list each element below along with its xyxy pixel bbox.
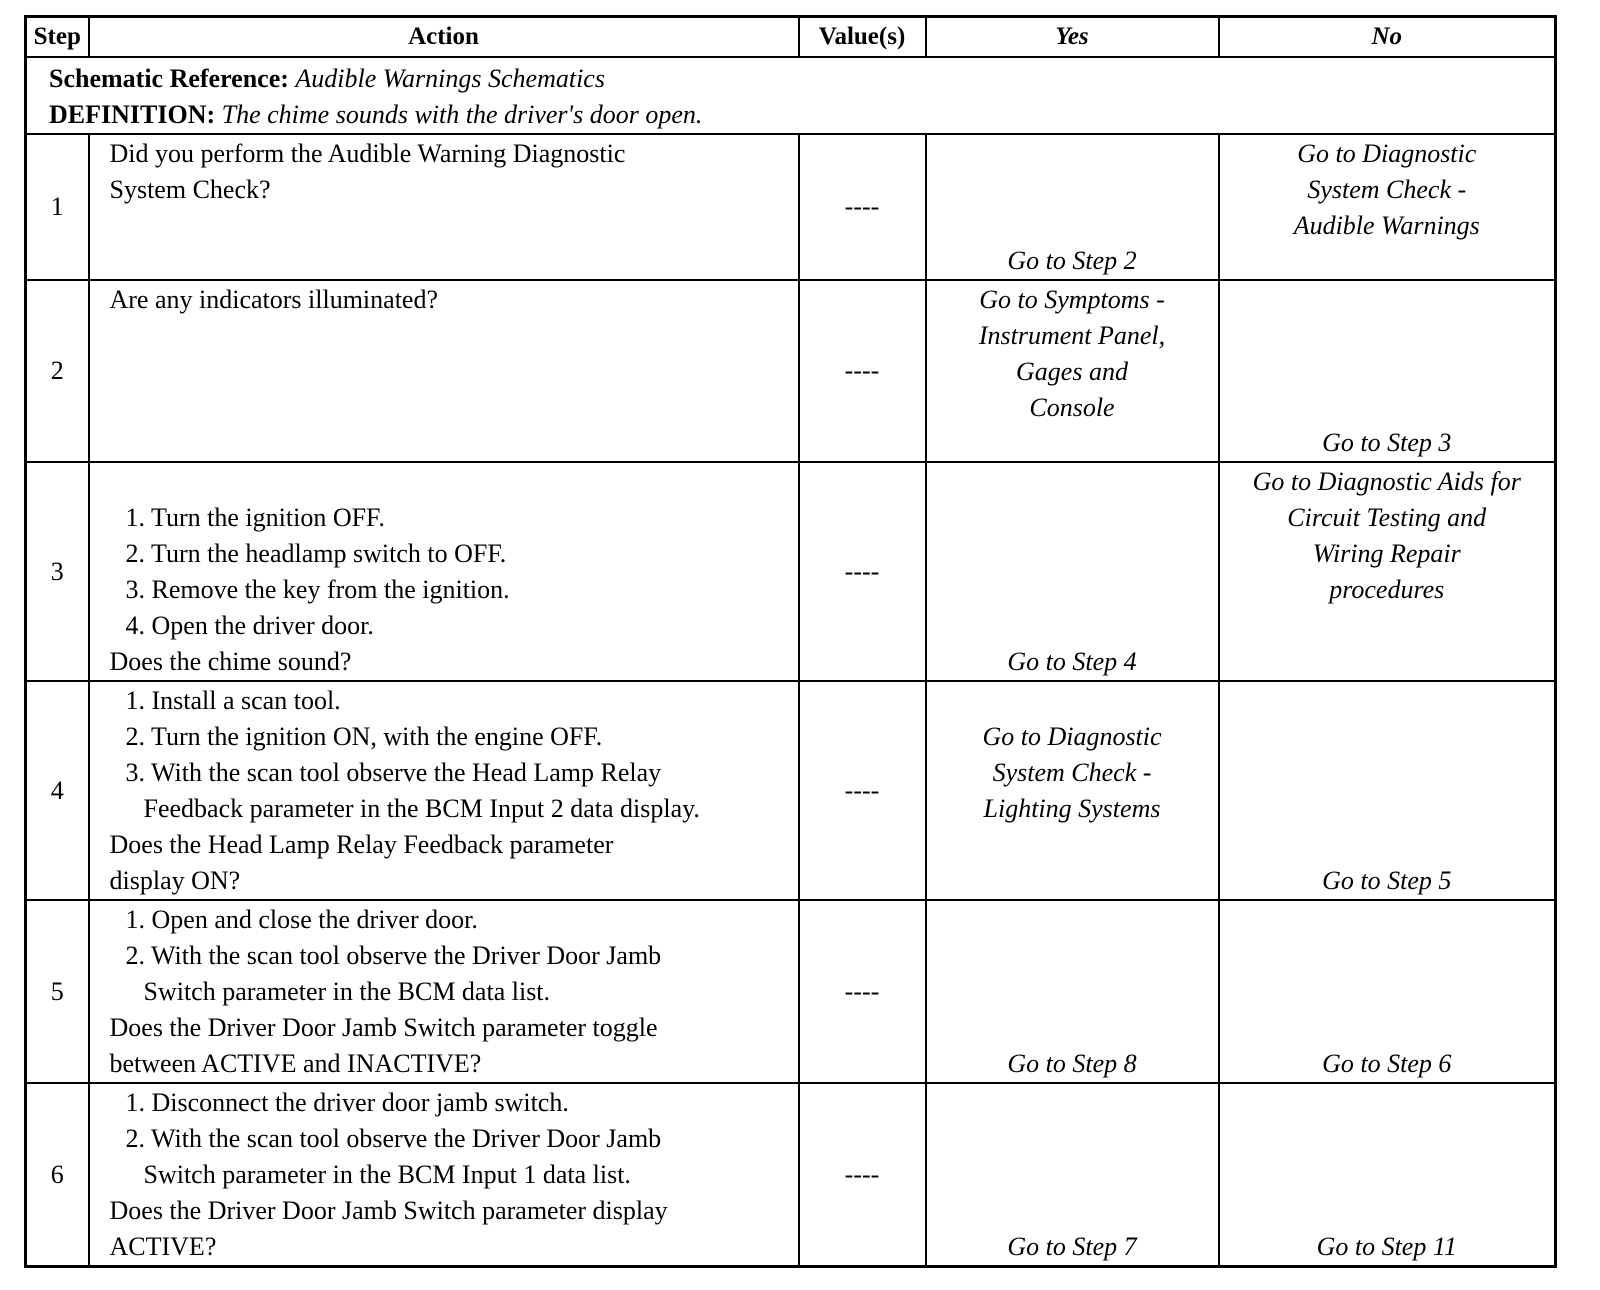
value-cell: ---- (799, 134, 926, 280)
yes-result-line: Instrument Panel, (978, 321, 1166, 350)
action-line: Did you perform the Audible Warning Diagnostic (109, 139, 626, 168)
action-cell (89, 681, 799, 900)
action-question: between ACTIVE and INACTIVE? (109, 1049, 482, 1078)
action-cell (89, 900, 799, 1083)
header-step: Step (26, 17, 89, 58)
no-result (1220, 463, 1555, 608)
step-number: 5 (26, 900, 89, 1083)
yes-result-line: Gages and (1016, 357, 1128, 386)
yes-result-line: Go to Symptoms - (979, 285, 1165, 314)
step-number: 3 (26, 462, 89, 681)
reference-cell (26, 57, 1556, 134)
action-item: 3. With the scan tool observe the Head Lamp Relay (125, 758, 662, 787)
table-row (26, 462, 1556, 681)
header-row (26, 17, 1556, 58)
no-cell (1219, 1083, 1556, 1267)
no-result: Go to Step 5 (1322, 866, 1452, 895)
table-row (26, 1083, 1556, 1267)
yes-result: Go to Step 2 (1007, 246, 1137, 275)
action-item-continued: Switch parameter in the BCM Input 1 data list. (143, 1160, 631, 1189)
step-number: 2 (26, 280, 89, 462)
action-item: 1. Install a scan tool. (125, 686, 341, 715)
no-result-line: Audible Warnings (1293, 211, 1480, 240)
header-values: Value(s) (799, 17, 926, 58)
action-question: Does the Driver Door Jamb Switch parameter toggle (109, 1013, 658, 1042)
no-cell (1219, 462, 1556, 681)
value-cell: ---- (799, 280, 926, 462)
header-yes: Yes (926, 17, 1219, 58)
step-number: 4 (26, 681, 89, 900)
yes-cell (926, 134, 1219, 280)
definition-value: The chime sounds with the driver's door open. (221, 100, 703, 129)
action-item: 1. Open and close the driver door. (125, 905, 478, 934)
value-cell: ---- (799, 681, 926, 900)
action-question: display ON? (109, 866, 241, 895)
action-item-continued: Feedback parameter in the BCM Input 2 data display. (143, 794, 700, 823)
yes-cell (926, 681, 1219, 900)
action-line: System Check? (109, 175, 271, 204)
action-spacer (110, 464, 798, 500)
table-row (26, 681, 1556, 900)
action-item: 4. Open the driver door. (125, 611, 374, 640)
no-result: Go to Step 3 (1322, 428, 1452, 457)
action-item: 2. Turn the headlamp switch to OFF. (125, 539, 507, 568)
yes-result-spacer (927, 683, 1218, 719)
action-question: Does the chime sound? (109, 647, 352, 676)
action-item: 2. With the scan tool observe the Driver Door Jamb (125, 941, 662, 970)
yes-result-line: Console (1029, 393, 1115, 422)
table-row (26, 280, 1556, 462)
no-result-line: Go to Diagnostic (1297, 139, 1477, 168)
action-item: 3. Remove the key from the ignition. (125, 575, 510, 604)
action-cell (89, 134, 799, 280)
yes-cell (926, 1083, 1219, 1267)
schematic-reference-value: Audible Warnings Schematics (295, 64, 605, 93)
no-result-line: System Check - (1307, 175, 1467, 204)
no-result: Go to Step 6 (1322, 1049, 1452, 1078)
no-cell (1219, 681, 1556, 900)
yes-result: Go to Step 7 (1007, 1232, 1137, 1261)
action-question: Does the Driver Door Jamb Switch parameter display (109, 1196, 668, 1225)
header-no: No (1219, 17, 1556, 58)
yes-result (927, 281, 1218, 426)
no-result-line: procedures (1329, 575, 1445, 604)
schematic-reference (49, 61, 1554, 97)
action-item: 1. Disconnect the driver door jamb switch. (125, 1088, 569, 1117)
action-item: 1. Turn the ignition OFF. (125, 503, 385, 532)
yes-cell (926, 280, 1219, 462)
no-cell (1219, 900, 1556, 1083)
table-row (26, 134, 1556, 280)
action-cell (89, 462, 799, 681)
action-line: Are any indicators illuminated? (109, 285, 439, 314)
header-action: Action (89, 17, 799, 58)
no-result-line: Wiring Repair (1312, 539, 1461, 568)
yes-result-line: Go to Diagnostic (982, 722, 1162, 751)
yes-result-line: Lighting Systems (983, 794, 1161, 823)
no-cell (1219, 134, 1556, 280)
step-number: 6 (26, 1083, 89, 1267)
yes-result-line: System Check - (992, 758, 1152, 787)
no-result (1220, 135, 1555, 244)
table-row (26, 900, 1556, 1083)
step-number: 1 (26, 134, 89, 280)
action-question: Does the Head Lamp Relay Feedback parameter (109, 830, 614, 859)
yes-cell (926, 900, 1219, 1083)
reference-row (26, 57, 1556, 134)
definition (49, 97, 1554, 133)
yes-result: Go to Step 8 (1007, 1049, 1137, 1078)
yes-cell (926, 462, 1219, 681)
yes-result: Go to Step 4 (1007, 647, 1137, 676)
action-cell (89, 280, 799, 462)
no-result-line: Circuit Testing and (1287, 503, 1487, 532)
action-item: 2. Turn the ignition ON, with the engine OFF. (125, 722, 603, 751)
value-cell: ---- (799, 462, 926, 681)
diagnostic-table (24, 15, 1557, 1268)
value-cell: ---- (799, 1083, 926, 1267)
action-question: ACTIVE? (109, 1232, 217, 1261)
yes-result (927, 682, 1218, 827)
action-item: 2. With the scan tool observe the Driver Door Jamb (125, 1124, 662, 1153)
no-cell (1219, 280, 1556, 462)
action-cell (89, 1083, 799, 1267)
definition-label: DEFINITION: (49, 100, 216, 129)
no-result-line: Go to Diagnostic Aids for (1252, 467, 1521, 496)
action-item-continued: Switch parameter in the BCM data list. (143, 977, 551, 1006)
no-result: Go to Step 11 (1316, 1232, 1457, 1261)
value-cell: ---- (799, 900, 926, 1083)
schematic-reference-label: Schematic Reference: (49, 64, 289, 93)
